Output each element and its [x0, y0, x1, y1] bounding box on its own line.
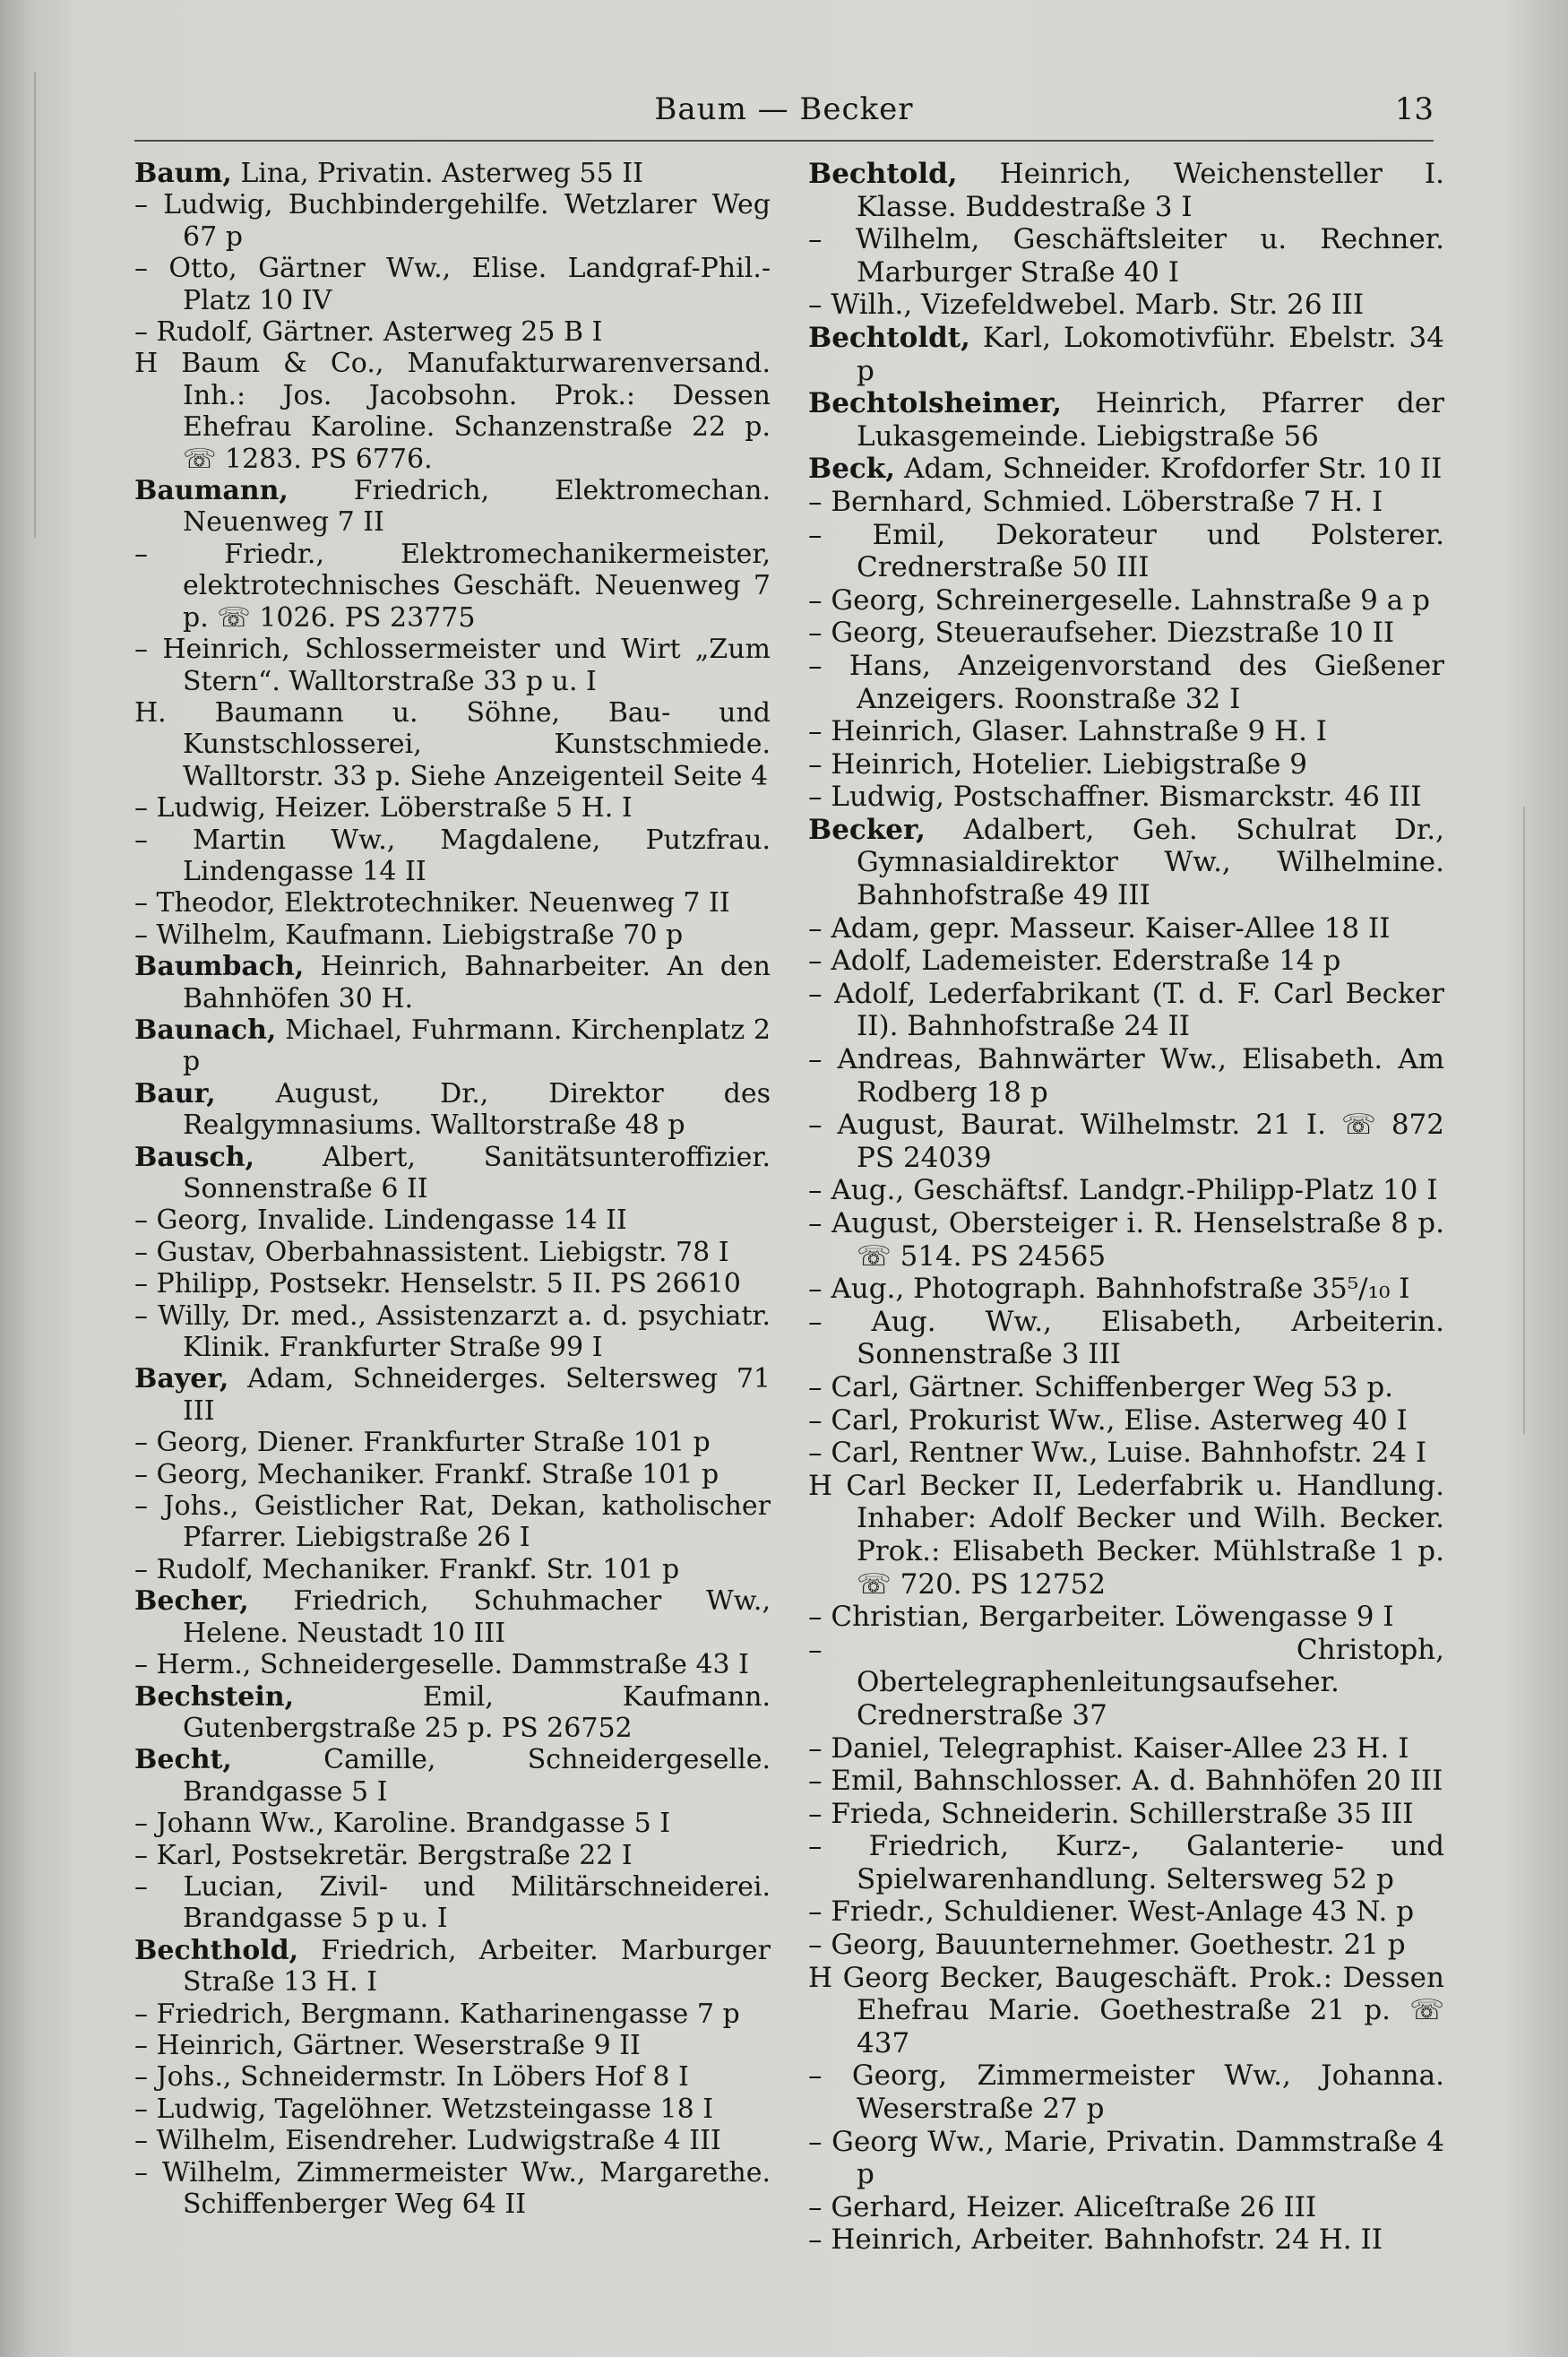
entry-details: Emil, Kaufmann. Gutenbergstraße 25 p. PS 26752	[183, 1680, 771, 1744]
directory-entry	[134, 1808, 771, 1839]
entry-details: Adam, Schneider. Krofdorfer Str. 10 II	[903, 453, 1443, 486]
entry-details: – Johs., Schneidermstr. In Löbers Hof 8 I	[134, 2061, 689, 2094]
directory-entry	[808, 2223, 1444, 2257]
entry-details: – Wilhelm, Kaufmann. Liebigstraße 70 p	[134, 919, 684, 951]
entry-details: – Friedrich, Kurz-, Galanterie- und Spielwarenhandlung. Seltersweg 52 p	[808, 1830, 1444, 1895]
entry-surname: Baumann,	[134, 475, 289, 507]
directory-entry	[134, 1840, 771, 1871]
directory-entry	[134, 2061, 771, 2093]
directory-entry	[808, 519, 1444, 584]
entry-surname: Becher,	[134, 1585, 249, 1618]
entry-details: – Daniel, Telegraphist. Kaiser-Allee 23 H. I	[808, 1731, 1409, 1765]
entry-details: Adalbert, Geh. Schulrat Dr., Gymnasialdirektor Ww., Wilhelmine. Bahnhofstraße 49 III	[857, 813, 1444, 912]
directory-entry	[808, 912, 1444, 945]
entry-details: – Georg, Diener. Frankfurter Straße 101 p	[134, 1427, 711, 1459]
directory-entry	[808, 322, 1444, 387]
entry-surname: Baunach,	[134, 1014, 277, 1046]
entry-details: Heinrich, Pfarrer der Lukasgemeinde. Liebigstraße 56	[857, 387, 1444, 453]
entry-details: – Martin Ww., Magdalene, Putzfrau. Lindengasse 14 II	[134, 824, 771, 887]
directory-entry	[134, 1585, 771, 1649]
entry-details: – Emil, Dekorateur und Polsterer. Crednerstraße 50 III	[808, 518, 1444, 584]
entry-surname: Baum,	[134, 158, 232, 189]
directory-entry	[134, 1427, 771, 1458]
directory-entry	[808, 1601, 1444, 1634]
entry-surname: Baumbach,	[134, 951, 305, 983]
directory-entry	[134, 2030, 771, 2061]
entry-surname: Becker,	[808, 813, 926, 846]
paper-scratch-mark	[34, 72, 36, 538]
entry-details: – Hans, Anzeigenvorstand des Gießener Anzeigers. Roonstraße 32 I	[808, 649, 1444, 715]
entry-details: – Aug. Ww., Elisabeth, Arbeiterin. Sonnenstraße 3 III	[808, 1305, 1444, 1371]
directory-entry	[808, 1929, 1444, 1962]
directory-column-left	[134, 158, 771, 2220]
directory-entry	[808, 289, 1444, 322]
entry-details: – August, Baurat. Wilhelmstr. 21 I. ☏ 872 PS 24039	[808, 1109, 1444, 1174]
directory-entry	[134, 697, 771, 792]
entry-details: – Adolf, Lederfabrikant (T. d. F. Carl Becker II). Bahnhofstraße 24 II	[808, 977, 1444, 1043]
directory-column-right	[808, 158, 1444, 2257]
entry-details: – Georg, Invalide. Lindengasse 14 II	[134, 1204, 627, 1237]
directory-entry	[134, 475, 771, 539]
entry-details: – Ludwig, Tagelöhner. Wetzsteingasse 18 I	[134, 2093, 714, 2125]
entry-details: – Gerhard, Heizer. Aliceſtraße 26 III	[808, 2190, 1317, 2223]
directory-entry	[808, 1371, 1444, 1404]
directory-entry	[134, 1300, 771, 1364]
directory-entry	[134, 189, 771, 253]
directory-entry	[134, 1142, 771, 1205]
directory-entry	[808, 1404, 1444, 1438]
directory-entry	[808, 2126, 1444, 2191]
directory-entry	[808, 387, 1444, 453]
directory-entry	[808, 1962, 1444, 2060]
directory-entry	[134, 1871, 771, 1935]
entry-details: – Carl, Rentner Ww., Luise. Bahnhofstr. 24 I	[808, 1437, 1427, 1470]
directory-entry	[134, 1490, 771, 1554]
directory-entry	[808, 1174, 1444, 1207]
entry-surname: Bechtolsheimer,	[808, 387, 1062, 420]
entry-details: – Emil, Bahnschlosser. A. d. Bahnhöfen 20 III	[808, 1765, 1443, 1798]
directory-entry	[134, 825, 771, 888]
directory-entry	[808, 1798, 1444, 1831]
entry-details: – Theodor, Elektrotechniker. Neuenweg 7 II	[134, 887, 730, 919]
entry-details: – Wilhelm, Zimmermeister Ww., Margarethe. Schiffenberger Weg 64 II	[134, 2156, 771, 2220]
entry-details: – Georg, Zimmermeister Ww., Johanna. Weserstraße 27 p	[808, 2059, 1444, 2126]
directory-entry	[134, 1204, 771, 1236]
entry-details: – Georg, Bauunternehmer. Goethestr. 21 p	[808, 1929, 1406, 1962]
directory-entry	[808, 1830, 1444, 1895]
entry-surname: Bechtoldt,	[808, 321, 970, 354]
directory-entry	[808, 781, 1444, 814]
entry-details: – Karl, Postsekretär. Bergstraße 22 I	[134, 1839, 633, 1871]
directory-entry	[134, 1268, 771, 1299]
directory-entry	[134, 1078, 771, 1142]
entry-details: – Gustav, Oberbahnassistent. Liebigstr. 78 I	[134, 1236, 729, 1268]
entry-surname: Baur,	[134, 1077, 216, 1109]
directory-entry	[134, 951, 771, 1014]
entry-details: Friedrich, Schuhmacher Ww., Helene. Neustadt 10 III	[183, 1585, 771, 1649]
directory-entry	[134, 2157, 771, 2221]
entry-details: – Rudolf, Mechaniker. Frankf. Str. 101 p	[134, 1553, 680, 1585]
directory-entry	[808, 1306, 1444, 1371]
directory-entry	[808, 453, 1444, 486]
directory-entry	[134, 1935, 771, 1999]
entry-details: Lina, Privatin. Asterweg 55 II	[240, 158, 643, 189]
directory-entry	[808, 945, 1444, 978]
directory-entry	[134, 253, 771, 316]
entry-details: – Bernhard, Schmied. Löberstraße 7 H. I	[808, 485, 1383, 518]
directory-entry	[134, 1744, 771, 1808]
directory-entry	[808, 1109, 1444, 1174]
entry-surname: Bechstein,	[134, 1680, 295, 1713]
entry-details: – Herm., Schneidergeselle. Dammstraße 43 I	[134, 1649, 750, 1681]
entry-details: – Heinrich, Glaser. Lahnstraße 9 H. I	[808, 715, 1328, 748]
entry-details: – Carl, Prokurist Ww., Elise. Asterweg 40 I	[808, 1403, 1408, 1437]
entry-details: – Friedr., Elektromechanikermeister, elektrotechnisches Geschäft. Neuenweg 7 p. ☏ 1026. PS 23775	[134, 538, 771, 634]
entry-details: H Georg Becker, Baugeschäft. Prok.: Dessen Ehefrau Marie. Goethestraße 21 p. ☏ 437	[808, 1961, 1444, 2059]
entry-surname: Bayer,	[134, 1363, 229, 1395]
directory-entry	[134, 887, 771, 919]
directory-entry	[134, 158, 771, 189]
entry-details: – August, Obersteiger i. R. Henselstraße 8 p. ☏ 514. PS 24565	[808, 1207, 1444, 1273]
directory-entry	[808, 1207, 1444, 1273]
entry-details: – Georg Ww., Marie, Privatin. Dammstraße 4 p	[808, 2125, 1444, 2191]
entry-details: H. Baumann u. Söhne, Bau- und Kunstschlosserei, Kunstschmiede. Walltorstr. 33 p. Siehe Anzeigenteil Seite 4	[134, 696, 771, 792]
directory-entry	[808, 650, 1444, 715]
entry-details: – Willy, Dr. med., Assistenzarzt a. d. psychiatr. Klinik. Frankfurter Straße 99 I	[134, 1299, 771, 1364]
directory-entry	[134, 1363, 771, 1427]
entry-details: – Heinrich, Schlossermeister und Wirt „Zum Stern“. Walltorstraße 33 p u. I	[134, 634, 771, 697]
entry-details: – Ludwig, Postschaffner. Bismarckstr. 46 III	[808, 781, 1422, 814]
entry-details: – Ludwig, Buchbindergehilfe. Wetzlarer Weg 67 p	[134, 189, 771, 253]
directory-entry	[808, 584, 1444, 617]
directory-entry	[134, 1681, 771, 1745]
entry-details: Heinrich, Bahnarbeiter. An den Bahnhöfen 30 H.	[183, 951, 771, 1014]
entry-details: – Otto, Gärtner Ww., Elise. Landgraf-Phil.-Platz 10 IV	[134, 253, 771, 316]
entry-details: – Ludwig, Heizer. Löberstraße 5 H. I	[134, 792, 633, 825]
entry-details: – Johann Ww., Karoline. Brandgasse 5 I	[134, 1808, 671, 1840]
entry-surname: Bechtold,	[808, 158, 958, 190]
directory-entry	[808, 814, 1444, 912]
directory-entry	[134, 792, 771, 824]
directory-entry	[134, 634, 771, 697]
entry-details: – Frieda, Schneiderin. Schillerstraße 35 III	[808, 1797, 1414, 1830]
entry-details: – Georg, Schreinergeselle. Lahnstraße 9 a p	[808, 583, 1430, 617]
entry-details: – Philipp, Postsekr. Henselstr. 5 II. PS 26610	[134, 1268, 741, 1300]
directory-entry	[134, 919, 771, 951]
entry-details: – Christian, Bergarbeiter. Löwengasse 9 I	[808, 1601, 1394, 1634]
directory-entry	[134, 1999, 771, 2030]
page-header	[134, 86, 1434, 142]
entry-details: Adam, Schneiderges. Seltersweg 71 III	[183, 1363, 771, 1427]
directory-entry	[134, 348, 771, 475]
page-number: 13	[1394, 91, 1434, 127]
directory-entry	[134, 1554, 771, 1585]
entry-details: H Baum & Co., Manufakturwarenversand. Inh.: Jos. Jacobsohn. Prok.: Dessen Ehefrau Karoline. Schanzenstraße 22 p. ☏ 1283. PS 6776.	[134, 348, 771, 475]
directory-entry	[808, 1895, 1444, 1929]
entry-details: Friedrich, Elektromechan. Neuenweg 7 II	[183, 475, 771, 539]
directory-entry	[808, 158, 1444, 223]
entry-details: – Georg, Mechaniker. Frankf. Straße 101 p	[134, 1458, 719, 1490]
entry-details: – Friedrich, Bergmann. Katharinengasse 7 p	[134, 1998, 740, 2030]
directory-entry	[808, 748, 1444, 781]
entry-details: – Aug., Geschäftsf. Landgr.-Philipp-Platz 10 I	[808, 1174, 1438, 1207]
directory-entry	[134, 316, 771, 348]
directory-entry	[808, 1437, 1444, 1470]
directory-entry	[808, 715, 1444, 748]
entry-details: – Andreas, Bahnwärter Ww., Elisabeth. Am Rodberg 18 p	[808, 1043, 1444, 1109]
directory-entry	[808, 1634, 1444, 1732]
entry-details: – Lucian, Zivil- und Militärschneiderei. Brandgasse 5 p u. I	[134, 1870, 771, 1935]
directory-entry	[134, 2094, 771, 2125]
entry-surname: Becht,	[134, 1744, 232, 1776]
directory-entry	[134, 1459, 771, 1490]
entry-details: – Wilh., Vizefeldwebel. Marb. Str. 26 III	[808, 289, 1365, 322]
entry-details: August, Dr., Direktor des Realgymnasiums. Walltorstraße 48 p	[183, 1077, 771, 1142]
entry-details: – Heinrich, Hotelier. Liebigstraße 9	[808, 747, 1307, 781]
entry-details: – Carl, Gärtner. Schiffenberger Weg 53 p.	[808, 1370, 1394, 1403]
directory-entry	[808, 1043, 1444, 1109]
entry-details: – Aug., Photograph. Bahnhofstraße 35⁵/₁₀ I	[808, 1273, 1410, 1306]
entry-details: Friedrich, Arbeiter. Marburger Straße 13 H. I	[183, 1934, 771, 1999]
directory-entry	[808, 978, 1444, 1043]
entry-details: H Carl Becker II, Lederfabrik u. Handlung. Inhaber: Adolf Becker und Wilh. Becker. Prok.: Elisabeth Becker. Mühlstraße 1 p. ☏ 720. PS 12752	[808, 1469, 1444, 1601]
entry-details: – Heinrich, Gärtner. Weserstraße 9 II	[134, 2029, 641, 2061]
entry-details: Michael, Fuhrmann. Kirchenplatz 2 p	[183, 1014, 771, 1078]
directory-entry	[134, 1014, 771, 1078]
entry-details: Camille, Schneidergeselle. Brandgasse 5 I	[183, 1744, 771, 1808]
entry-details: – Rudolf, Gärtner. Asterweg 25 B I	[134, 316, 603, 349]
running-head-title: Baum — Becker	[654, 91, 914, 127]
entry-details: – Wilhelm, Geschäftsleiter u. Rechner. Marburger Straße 40 I	[808, 223, 1444, 289]
entry-details: – Friedr., Schuldiener. West-Anlage 43 N. p	[808, 1895, 1415, 1929]
entry-details: – Adam, gepr. Masseur. Kaiser-Allee 18 II	[808, 911, 1391, 945]
directory-entry	[808, 223, 1444, 289]
entry-details: – Christoph, Obertelegraphenleitungsaufseher. Crednerstraße 37	[808, 1633, 1444, 1731]
directory-entry	[808, 2059, 1444, 2125]
directory-entry	[808, 2191, 1444, 2224]
paper-scratch-mark	[1523, 807, 1525, 1434]
directory-entry	[808, 1470, 1444, 1601]
directory-entry	[134, 1649, 771, 1680]
directory-entry	[808, 1732, 1444, 1766]
directory-entry	[808, 486, 1444, 519]
directory-entry	[808, 617, 1444, 650]
entry-details: – Heinrich, Arbeiter. Bahnhofstr. 24 H. II	[808, 2223, 1383, 2257]
entry-surname: Beck,	[808, 453, 896, 486]
directory-entry	[134, 2125, 771, 2156]
directory-entry	[808, 1765, 1444, 1798]
directory-entry	[134, 539, 771, 634]
entry-details: Karl, Lokomotivführ. Ebelstr. 34 p	[857, 321, 1444, 387]
entry-surname: Bechthold,	[134, 1934, 299, 1966]
entry-details: – Adolf, Lademeister. Ederstraße 14 p	[808, 945, 1341, 978]
entry-details: Albert, Sanitätsunteroffizier. Sonnenstraße 6 II	[183, 1141, 771, 1204]
entry-details: – Johs., Geistlicher Rat, Dekan, katholischer Pfarrer. Liebigstraße 26 I	[134, 1490, 771, 1554]
entry-surname: Bausch,	[134, 1141, 255, 1173]
directory-entry	[134, 1237, 771, 1268]
entry-details: – Georg, Steueraufseher. Diezstraße 10 II	[808, 617, 1395, 650]
directory-entry	[808, 1273, 1444, 1306]
entry-details: – Wilhelm, Eisendreher. Ludwigstraße 4 III	[134, 2125, 721, 2157]
entry-details: Heinrich, Weichensteller I. Klasse. Buddestraße 3 I	[857, 158, 1444, 223]
